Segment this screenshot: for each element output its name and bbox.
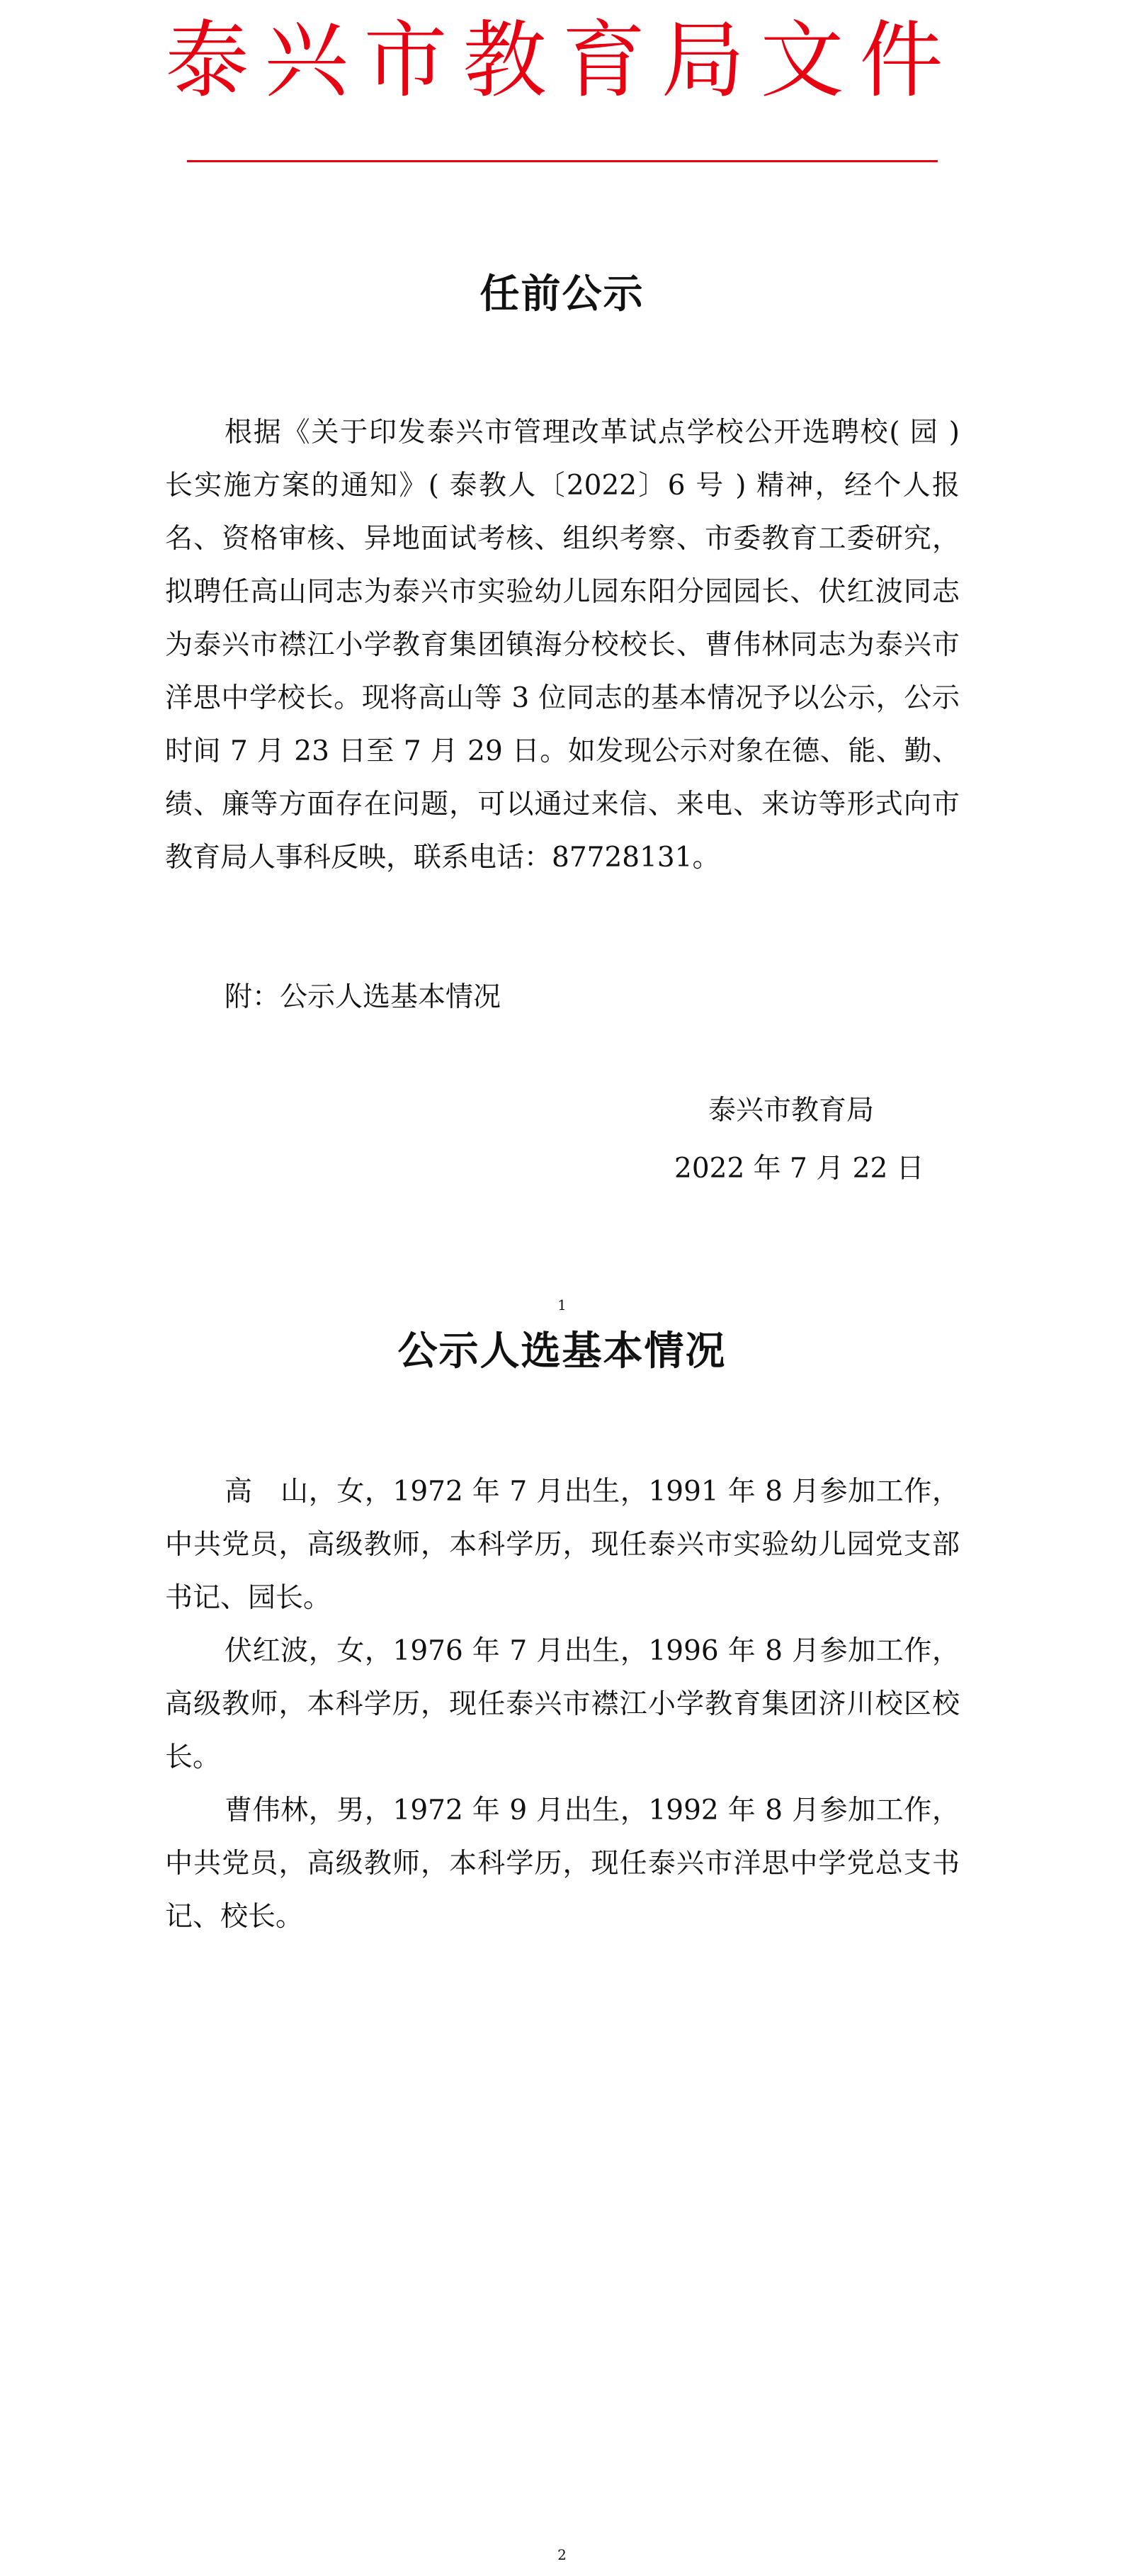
notice-body: 根据《关于印发泰兴市管理改革试点学校公开选聘校( 园 ) 长实施方案的通知》( 泰教人〔2022〕6 号 ) 精神，经个人报名、资格审核、异地面试考核、组织考察、市委教育工委研究，拟聘任高山同志为泰兴市实验幼儿园东阳分园园长、伏红波同志为泰兴市襟江小学教育集团镇海分校校长、曹伟林同志为泰兴市洋思中学校长。现将高山等 3 位同志的基本情况予以公示，公示时间 7 月 23 日至 7 月 29 日。如发现公示对象在德、能、勤、绩、廉等方面存在问题，可以通过来信、来电、来访等形式向市教育局人事科反映，联系电话：87728131。 xyxy=(165,417,960,874)
candidate-entry: 伏红波，女，1976 年 7 月出生，1996 年 8 月参加工作，高级教师，本科学历，现任泰兴市襟江小学教育集团济川校区校长。 xyxy=(165,1635,960,1773)
section-title: 公示人选基本情况 xyxy=(397,1328,727,1374)
attachment-note: 附：公示人选基本情况 xyxy=(225,981,501,1013)
candidate-entry: 曹伟林，男，1972 年 9 月出生，1992 年 8 月参加工作，中共党员，高级教师，本科学历，现任泰兴市洋思中学党总支书记、校长。 xyxy=(165,1795,960,1933)
header-divider xyxy=(187,160,938,162)
page-number: 1 xyxy=(557,1297,567,1314)
page-title: 任前公示 xyxy=(479,271,645,317)
page-number: 2 xyxy=(557,2546,567,2563)
candidate-entry: 高 山，女，1972 年 7 月出生，1991 年 8 月参加工作，中共党员，高级教师，本科学历，现任泰兴市实验幼儿园党支部书记、园长。 xyxy=(165,1476,960,1614)
document-header: 泰兴市教育局文件 xyxy=(165,11,959,109)
signature-date: 2022 年 7 月 22 日 xyxy=(674,1153,924,1185)
signature-organization: 泰兴市教育局 xyxy=(708,1095,875,1126)
